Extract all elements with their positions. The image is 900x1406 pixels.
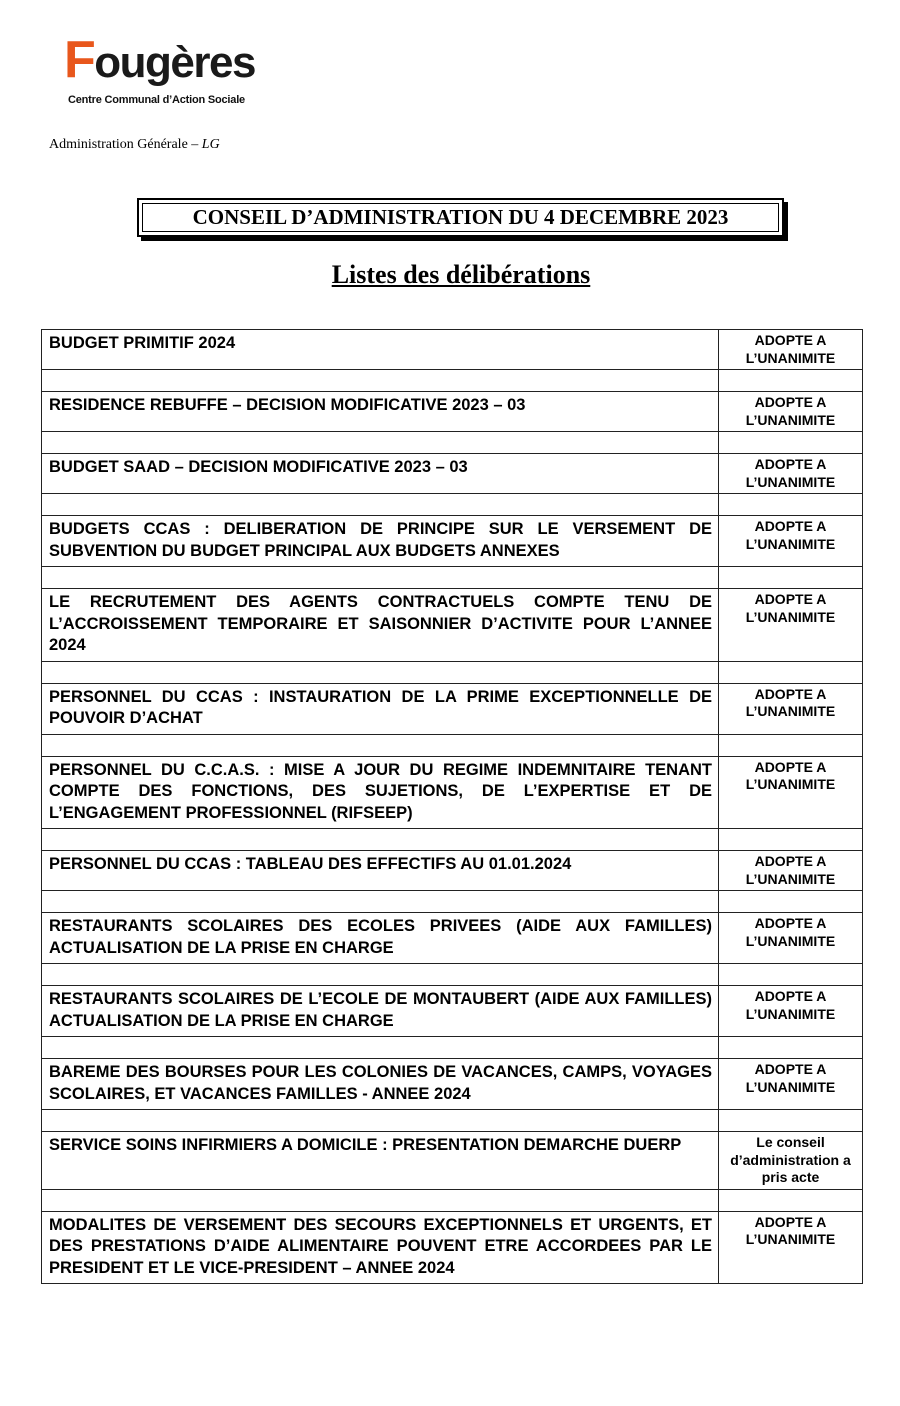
spacer-cell xyxy=(719,1189,863,1211)
spacer-cell xyxy=(719,829,863,851)
spacer-row xyxy=(42,370,863,392)
spacer-row xyxy=(42,1110,863,1132)
spacer-cell xyxy=(42,567,719,589)
deliberation-status: ADOPTE A L’UNANIMITE xyxy=(719,516,863,567)
logo-wordmark: Fougères xyxy=(64,31,255,89)
logo-subtitle: Centre Communal d’Action Sociale xyxy=(68,94,245,106)
spacer-cell xyxy=(719,567,863,589)
deliberation-row xyxy=(42,392,863,432)
deliberation-status: ADOPTE A L’UNANIMITE xyxy=(719,851,863,891)
spacer-row xyxy=(42,891,863,913)
deliberation-subject: RESTAURANTS SCOLAIRES DES ECOLES PRIVEES (AIDE AUX FAMILLES) ACTUALISATION DE LA PRISE EN CHARGE xyxy=(42,913,719,964)
spacer-cell xyxy=(42,891,719,913)
deliberation-subject: BUDGET SAAD – DECISION MODIFICATIVE 2023 – 03 xyxy=(42,454,719,494)
deliberation-status: ADOPTE A L’UNANIMITE xyxy=(719,756,863,829)
spacer-cell xyxy=(719,370,863,392)
deliberation-status: ADOPTE A L’UNANIMITE xyxy=(719,913,863,964)
spacer-cell xyxy=(719,494,863,516)
deliberation-subject: MODALITES DE VERSEMENT DES SECOURS EXCEPTIONNELS ET URGENTS, ET DES PRESTATIONS D’AIDE ALIMENTAIRE POUVENT ETRE ACCORDEES PAR LE PRESIDENT ET LE VICE-PRESIDENT – ANNEE 2024 xyxy=(42,1211,719,1284)
deliberation-row xyxy=(42,589,863,662)
spacer-cell xyxy=(719,1037,863,1059)
deliberation-row xyxy=(42,1132,863,1190)
spacer-cell xyxy=(42,829,719,851)
spacer-row xyxy=(42,1037,863,1059)
spacer-cell xyxy=(719,432,863,454)
deliberations-body xyxy=(42,330,863,1284)
department-line xyxy=(49,137,220,153)
spacer-cell xyxy=(719,734,863,756)
deliberation-status: ADOPTE A L’UNANIMITE xyxy=(719,1211,863,1284)
deliberation-status: ADOPTE A L’UNANIMITE xyxy=(719,986,863,1037)
deliberation-status: ADOPTE A L’UNANIMITE xyxy=(719,392,863,432)
deliberation-row xyxy=(42,330,863,370)
title-frame xyxy=(137,198,784,237)
deliberation-row xyxy=(42,851,863,891)
spacer-row xyxy=(42,432,863,454)
department-name: Administration Générale – xyxy=(49,137,202,152)
spacer-row xyxy=(42,494,863,516)
deliberation-subject: BAREME DES BOURSES POUR LES COLONIES DE VACANCES, CAMPS, VOYAGES SCOLAIRES, ET VACANCES FAMILLES - ANNEE 2024 xyxy=(42,1059,719,1110)
deliberation-row xyxy=(42,1059,863,1110)
ccas-logo xyxy=(64,28,274,112)
spacer-cell xyxy=(719,891,863,913)
deliberation-subject: BUDGETS CCAS : DELIBERATION DE PRINCIPE SUR LE VERSEMENT DE SUBVENTION DU BUDGET PRINCIPAL AUX BUDGETS ANNEXES xyxy=(42,516,719,567)
deliberation-row xyxy=(42,756,863,829)
deliberation-subject: LE RECRUTEMENT DES AGENTS CONTRACTUELS COMPTE TENU DE L’ACCROISSEMENT TEMPORAIRE ET SAISONNIER D’ACTIVITE POUR L’ANNEE 2024 xyxy=(42,589,719,662)
spacer-cell xyxy=(42,964,719,986)
deliberation-subject: PERSONNEL DU CCAS : INSTAURATION DE LA PRIME EXCEPTIONNELLE DE POUVOIR D’ACHAT xyxy=(42,683,719,734)
spacer-cell xyxy=(42,494,719,516)
spacer-cell xyxy=(42,1189,719,1211)
deliberation-subject: BUDGET PRIMITIF 2024 xyxy=(42,330,719,370)
deliberation-row xyxy=(42,1211,863,1284)
spacer-cell xyxy=(42,734,719,756)
document-title: CONSEIL D’ADMINISTRATION DU 4 DECEMBRE 2023 xyxy=(192,205,729,229)
spacer-cell xyxy=(42,1037,719,1059)
deliberation-status: ADOPTE A L’UNANIMITE xyxy=(719,454,863,494)
deliberation-status: ADOPTE A L’UNANIMITE xyxy=(719,589,863,662)
spacer-cell xyxy=(719,1110,863,1132)
spacer-cell xyxy=(42,1110,719,1132)
deliberation-row xyxy=(42,454,863,494)
spacer-cell xyxy=(42,432,719,454)
spacer-row xyxy=(42,1189,863,1211)
spacer-row xyxy=(42,734,863,756)
deliberation-status: ADOPTE A L’UNANIMITE xyxy=(719,683,863,734)
deliberation-row xyxy=(42,913,863,964)
title-inner-frame xyxy=(142,203,779,232)
document-subtitle: Listes des délibérations xyxy=(331,260,591,289)
deliberation-subject: PERSONNEL DU C.C.A.S. : MISE A JOUR DU REGIME INDEMNITAIRE TENANT COMPTE DES FONCTIONS, DES SUJETIONS, DE L’EXPERTISE ET DE L’ENGAGEMENT PROFESSIONNEL (RIFSEEP) xyxy=(42,756,719,829)
author-initials: LG xyxy=(201,137,220,152)
deliberation-row xyxy=(42,986,863,1037)
spacer-cell xyxy=(719,661,863,683)
deliberation-status: ADOPTE A L’UNANIMITE xyxy=(719,1059,863,1110)
deliberation-subject: SERVICE SOINS INFIRMIERS A DOMICILE : PRESENTATION DEMARCHE DUERP xyxy=(42,1132,719,1190)
deliberation-subject: PERSONNEL DU CCAS : TABLEAU DES EFFECTIFS AU 01.01.2024 xyxy=(42,851,719,891)
deliberation-status: ADOPTE A L’UNANIMITE xyxy=(719,330,863,370)
deliberation-row xyxy=(42,683,863,734)
spacer-cell xyxy=(719,964,863,986)
spacer-row xyxy=(42,829,863,851)
spacer-cell xyxy=(42,370,719,392)
deliberation-status: Le conseil d’administration a pris acte xyxy=(719,1132,863,1190)
deliberation-row xyxy=(42,516,863,567)
spacer-cell xyxy=(42,661,719,683)
spacer-row xyxy=(42,964,863,986)
deliberations-table xyxy=(41,329,863,1284)
spacer-row xyxy=(42,661,863,683)
deliberation-subject: RESTAURANTS SCOLAIRES DE L’ECOLE DE MONTAUBERT (AIDE AUX FAMILLES) ACTUALISATION DE LA PRISE EN CHARGE xyxy=(42,986,719,1037)
deliberation-subject: RESIDENCE REBUFFE – DECISION MODIFICATIVE 2023 – 03 xyxy=(42,392,719,432)
spacer-row xyxy=(42,567,863,589)
